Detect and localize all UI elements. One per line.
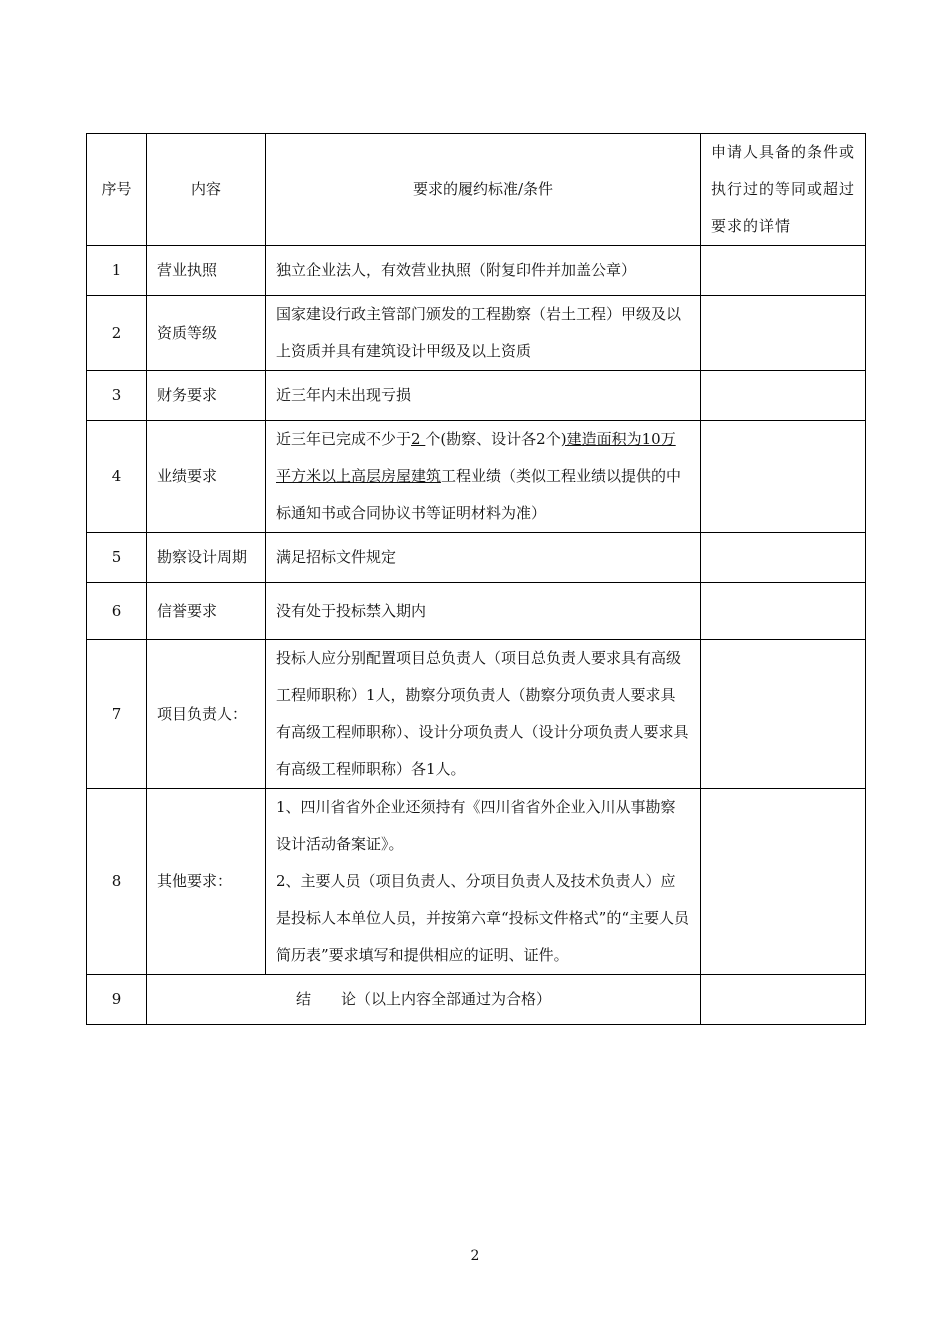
row-item: 信誉要求	[147, 583, 266, 640]
table-row	[87, 533, 866, 583]
row-requirement: 没有处于投标禁入期内	[266, 583, 701, 640]
table-row	[87, 583, 866, 640]
row-no: 4	[87, 421, 147, 533]
row-no: 6	[87, 583, 147, 640]
row-no: 7	[87, 640, 147, 789]
row-item: 其他要求：	[147, 789, 266, 975]
table-header-row	[87, 134, 866, 246]
requirement-text: 个(勘察、设计各2个	[425, 430, 561, 448]
row-requirement: 近三年内未出现亏损	[266, 371, 701, 421]
row-detail	[701, 533, 866, 583]
table-row	[87, 421, 866, 533]
row-detail	[701, 789, 866, 975]
row-item: 财务要求	[147, 371, 266, 421]
table-row	[87, 246, 866, 296]
header-no: 序号	[87, 134, 147, 246]
row-item: 营业执照	[147, 246, 266, 296]
row-item: 资质等级	[147, 296, 266, 371]
row-item: 项目负责人：	[147, 640, 266, 789]
row-requirement	[266, 789, 701, 975]
row-detail	[701, 421, 866, 533]
row-no: 1	[87, 246, 147, 296]
table-row	[87, 789, 866, 975]
page-number: 2	[470, 1248, 480, 1264]
row-requirement: 国家建设行政主管部门颁发的工程勘察（岩土工程）甲级及以上资质并具有建筑设计甲级及以上资质	[266, 296, 701, 371]
table-row	[87, 296, 866, 371]
row-requirement: 满足招标文件规定	[266, 533, 701, 583]
row-requirement: 独立企业法人，有效营业执照（附复印件并加盖公章）	[266, 246, 701, 296]
header-standard: 要求的履约标准/条件	[266, 134, 701, 246]
header-content: 内容	[147, 134, 266, 246]
row-no: 2	[87, 296, 147, 371]
conclusion-row	[87, 975, 866, 1025]
row-detail	[701, 296, 866, 371]
row-no: 5	[87, 533, 147, 583]
row-requirement: 投标人应分别配置项目总负责人（项目总负责人要求具有高级工程师职称）1人，勘察分项负责人（勘察分项负责人要求具有高级工程师职称）、设计分项负责人（设计分项负责人要求具有高级工程师职称）各1人。	[266, 640, 701, 789]
table-row	[87, 371, 866, 421]
row-no: 8	[87, 789, 147, 975]
row-no: 3	[87, 371, 147, 421]
row-item: 勘察设计周期	[147, 533, 266, 583]
row-detail	[701, 371, 866, 421]
underlined-count: 2	[411, 430, 426, 448]
requirement-line: 1、四川省省外企业还须持有《四川省省外企业入川从事勘察设计活动备案证》。	[276, 798, 676, 853]
requirements-table	[86, 133, 866, 1025]
requirement-line: 2、主要人员（项目负责人、分项目负责人及技术负责人）应是投标人本单位人员，并按第六章“投标文件格式”的“主要人员简历表”要求填写和提供相应的证明、证件。	[276, 872, 690, 964]
header-applicant: 申请人具备的条件或执行过的等同或超过要求的详情	[701, 134, 866, 246]
row-requirement	[266, 421, 701, 533]
row-detail	[701, 583, 866, 640]
requirement-text: 近三年已完成不少于	[276, 430, 412, 448]
table-row	[87, 640, 866, 789]
row-detail	[701, 975, 866, 1025]
conclusion-label: 结 论（以上内容全部通过为合格）	[147, 975, 701, 1025]
underlined-scope: )建造面积为10万平方米以上高层房屋建筑	[276, 430, 676, 485]
row-detail	[701, 640, 866, 789]
row-detail	[701, 246, 866, 296]
row-item: 业绩要求	[147, 421, 266, 533]
requirement-text: 工程业绩（类似工程业绩以提供的中标通知书或合同协议书等证明材料为准）	[276, 467, 682, 522]
row-no: 9	[87, 975, 147, 1025]
